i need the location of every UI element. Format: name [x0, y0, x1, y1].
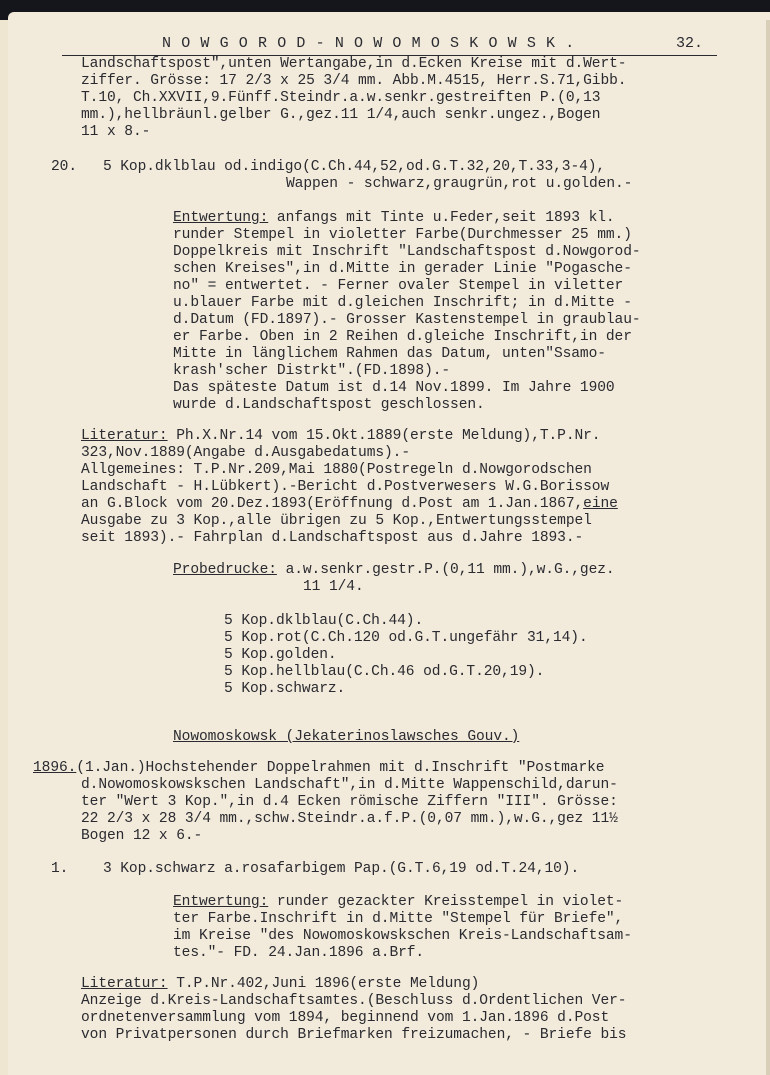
text-line: wurde d.Landschaftspost geschlossen.: [173, 397, 485, 413]
text-line: no" = entwertet. - Ferner ovaler Stempel in viletter: [173, 278, 624, 294]
text-line: Bogen 12 x 6.-: [81, 828, 203, 844]
text-line: ter "Wert 3 Kop.",in d.4 Ecken römische Ziffern "III". Grösse:: [81, 794, 618, 810]
text-line: 11 x 8.-: [81, 124, 151, 140]
text-line: Allgemeines: T.P.Nr.209,Mai 1880(Postregeln d.Nowgorodschen: [81, 462, 592, 478]
underlined-term: Literatur:: [81, 976, 168, 992]
text-line: Anzeige d.Kreis-Landschaftsamtes.(Beschluss d.Ordentlichen Ver-: [81, 993, 627, 1009]
page-edge: [766, 20, 770, 1075]
text-line: T.10, Ch.XXVII,9.Fünff.Steindr.a.w.senkr.gestreiften P.(0,13: [81, 90, 601, 106]
text-line: 5 Kop.hellblau(C.Ch.46 od.G.T.20,19).: [224, 664, 545, 680]
text-line: 20. 5 Kop.dklblau od.indigo(C.Ch.44,52,od.G.T.32,20,T.33,3-4),: [51, 159, 606, 175]
text-line: 11 1/4.: [303, 579, 364, 595]
text-line: 1896.(1.Jan.)Hochstehender Doppelrahmen mit d.Inschrift "Postmarke: [33, 760, 605, 776]
text-line: krash'scher Distrkt".(FD.1898).-: [173, 363, 451, 379]
text-line: er Farbe. Oben in 2 Reihen d.gleiche Inschrift,in der: [173, 329, 632, 345]
underlined-term: Literatur:: [81, 428, 168, 444]
text-line: seit 1893).- Fahrplan d.Landschaftspost aus d.Jahre 1893.-: [81, 530, 584, 546]
text-line: Entwertung: anfangs mit Tinte u.Feder,seit 1893 kl.: [173, 210, 615, 226]
text-line: 22 2/3 x 28 3/4 mm.,schw.Steindr.a.f.P.(0,07 mm.),w.G.,gez 11½: [81, 811, 618, 827]
text-line: tes."- FD. 24.Jan.1896 a.Brf.: [173, 945, 425, 961]
text-line: Doppelkreis mit Inschrift "Landschaftspost d.Nowgorod-: [173, 244, 641, 260]
text-line: Ausgabe zu 3 Kop.,alle übrigen zu 5 Kop.,Entwertungsstempel: [81, 513, 592, 529]
text-line: 323,Nov.1889(Angabe d.Ausgabedatums).-: [81, 445, 410, 461]
text-line: schen Kreises",in d.Mitte in gerader Linie "Pogasche-: [173, 261, 632, 277]
text-line: Literatur: Ph.X.Nr.14 vom 15.Okt.1889(erste Meldung),T.P.Nr.: [81, 428, 601, 444]
text-line: mm.),hellbräunl.gelber G.,gez.11 1/4,auch senkr.ungez.,Bogen: [81, 107, 601, 123]
text-line: an G.Block vom 20.Dez.1893(Eröffnung d.Post am 1.Jan.1867,eine: [81, 496, 618, 512]
text-line: 1. 3 Kop.schwarz a.rosafarbigem Pap.(G.T.6,19 od.T.24,10).: [51, 861, 580, 877]
text-line: Landschaftspost",unten Wertangabe,in d.Ecken Kreise mit d.Wert-: [81, 56, 627, 72]
text-line: Das späteste Datum ist d.14 Nov.1899. Im Jahre 1900: [173, 380, 615, 396]
page-number: 32.: [676, 35, 704, 52]
text-line: Mitte in länglichem Rahmen das Datum, unten"Ssamo-: [173, 346, 606, 362]
text-line: Landschaft - H.Lübkert).-Bericht d.Postverwesers W.G.Borissow: [81, 479, 610, 495]
text-line: ter Farbe.Inschrift in d.Mitte "Stempel für Briefe",: [173, 911, 624, 927]
text-line: runder Stempel in violetter Farbe(Durchmesser 25 mm.): [173, 227, 632, 243]
text-line: 5 Kop.rot(C.Ch.120 od.G.T.ungefähr 31,14).: [224, 630, 588, 646]
underlined-term: eine: [583, 496, 618, 512]
page-header-title: N O W G O R O D - N O W O M O S K O W S K .: [162, 35, 575, 52]
text-line: Entwertung: runder gezackter Kreisstempel in violet-: [173, 894, 624, 910]
text-line: d.Nowomoskowskschen Landschaft",in d.Mitte Wappenschild,darun-: [81, 777, 618, 793]
text-line: 5 Kop.schwarz.: [224, 681, 346, 697]
text-line: Probedrucke: a.w.senkr.gestr.P.(0,11 mm.),w.G.,gez.: [173, 562, 615, 578]
text-line: 5 Kop.dklblau(C.Ch.44).: [224, 613, 424, 629]
text-line: d.Datum (FD.1897).- Grosser Kastenstempel in graublau-: [173, 312, 641, 328]
underlined-term: 1896.: [33, 760, 77, 776]
text-line: von Privatpersonen durch Briefmarken freizumachen, - Briefe bis: [81, 1027, 627, 1043]
underlined-term: Probedrucke:: [173, 562, 277, 578]
text-line: ziffer. Grösse: 17 2/3 x 25 3/4 mm. Abb.M.4515, Herr.S.71,Gibb.: [81, 73, 627, 89]
text-line: u.blauer Farbe mit d.gleichen Inschrift; in d.Mitte -: [173, 295, 632, 311]
text-line: Nowomoskowsk (Jekaterinoslawsches Gouv.): [173, 729, 520, 745]
text-line: Wappen - schwarz,graugrün,rot u.golden.-: [286, 176, 633, 192]
text-line: Literatur: T.P.Nr.402,Juni 1896(erste Meldung): [81, 976, 480, 992]
text-line: im Kreise "des Nowomoskowskschen Kreis-Landschaftsam-: [173, 928, 632, 944]
underlined-term: Entwertung:: [173, 894, 269, 910]
underlined-term: Entwertung:: [173, 210, 269, 226]
text-line: 5 Kop.golden.: [224, 647, 337, 663]
text-line: ordnetenversammlung vom 1894, beginnend vom 1.Jan.1896 d.Post: [81, 1010, 610, 1026]
